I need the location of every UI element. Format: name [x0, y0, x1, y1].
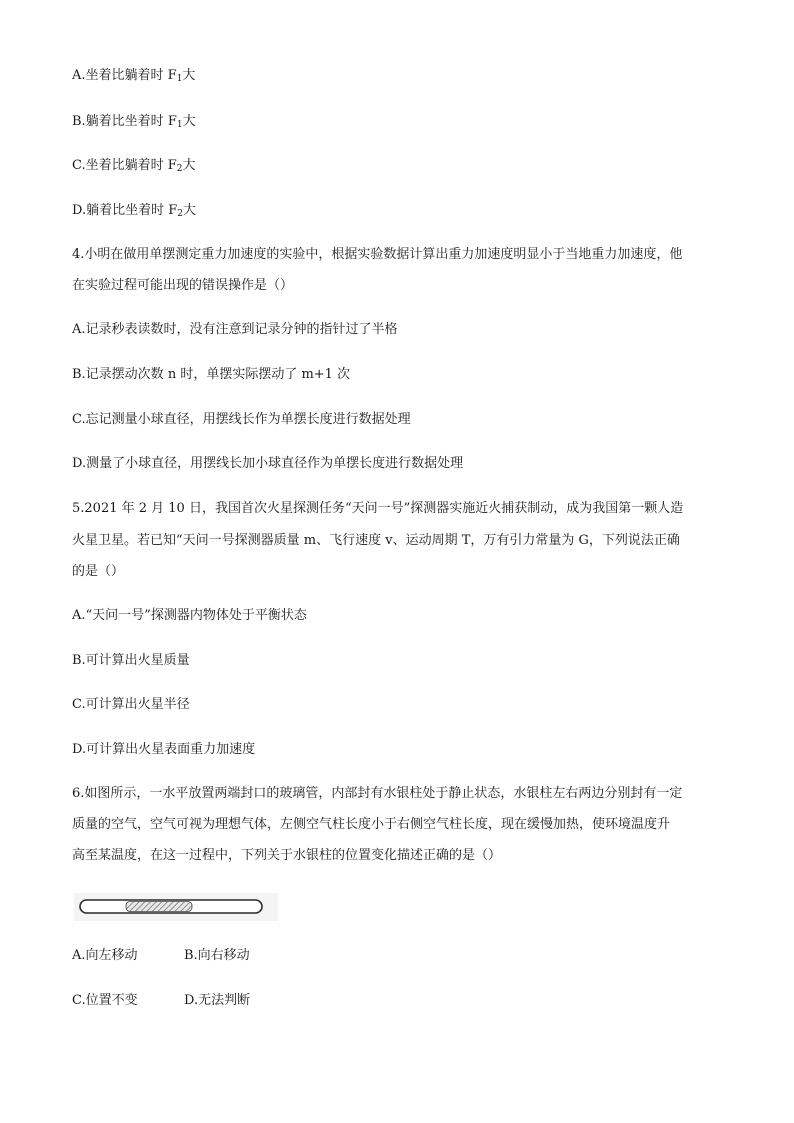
q3-option-a	[72, 67, 195, 88]
q5-option-d: D.可计算出火星表面重力加速度	[72, 742, 256, 757]
q6-option-c: C.位置不变	[72, 993, 138, 1008]
q5-option-c: C.可计算出火星半径	[72, 697, 190, 712]
q3-option-b-tail: 大	[182, 114, 196, 129]
q6-option-b: B.向右移动	[184, 948, 250, 963]
q6-stem-line1: 6.如图所示，一水平放置两端封口的玻璃管，内部封有水银柱处于静止状态，水银柱左右两边分别封有一定	[72, 786, 683, 801]
q3-option-d-subscript: 2	[177, 209, 183, 219]
q4-option-a: A.记录秒表读数时，没有注意到记录分钟的指针过了半格	[72, 322, 398, 337]
q3-option-c	[72, 157, 196, 178]
q5-option-b: B.可计算出火星质量	[72, 653, 190, 668]
q3-option-a-tail: 大	[182, 68, 196, 83]
q3-option-b-text: B.躺着比坐着时 F	[72, 114, 177, 129]
q3-option-d-tail: 大	[182, 203, 196, 218]
q3-option-a-subscript: 1	[176, 74, 183, 84]
q4-option-b: B.记录摆动次数 n 时，单摆实际摆动了 m+1 次	[72, 367, 351, 382]
q4-stem-line2: 在实验过程可能出现的错误操作是（）	[72, 278, 294, 293]
q3-option-c-tail: 大	[182, 158, 196, 173]
q6-option-a: A.向左移动	[72, 948, 138, 963]
q6-stem-line3: 高至某温度，在这一过程中，下列关于水银柱的位置变化描述正确的是（）	[72, 848, 502, 863]
q3-option-a-text: A.坐着比躺着时 F	[72, 68, 177, 83]
q5-option-a: A.“天问一号”探测器内物体处于平衡状态	[72, 608, 307, 623]
q3-option-b	[72, 113, 196, 134]
q4-option-c: C.忘记测量小球直径，用摆线长作为单摆长度进行数据处理	[72, 412, 411, 427]
q4-stem-line1: 4.小明在做用单摆测定重力加速度的实验中，根据实验数据计算出重力加速度明显小于当地重力加速度，他	[72, 247, 683, 262]
q3-option-d	[72, 202, 196, 223]
q5-stem-line3: 的是（）	[72, 564, 125, 579]
q3-option-c-subscript: 2	[176, 164, 183, 174]
q5-stem-line2: 火星卫星。若已知“天问一号探测器质量 m、飞行速度 v、运动周期 T，万有引力常量为 G，下列说法正确	[72, 533, 680, 548]
q5-stem-line1: 5.2021 年 2 月 10 日，我国首次火星探测任务“天问一号”探测器实施近火捕获制动，成为我国第一颗人造	[72, 501, 684, 516]
q4-option-d: D.测量了小球直径，用摆线长加小球直径作为单摆长度进行数据处理	[72, 456, 464, 471]
q6-stem-line2: 质量的空气，空气可视为理想气体，左侧空气柱长度小于右侧空气柱长度，现在缓慢加热，使环境温度升	[72, 817, 671, 832]
mercury-column	[126, 902, 192, 912]
q3-option-b-subscript: 1	[176, 120, 183, 130]
glass-tube-figure	[74, 893, 278, 921]
q3-option-d-text: D.躺着比坐着时 F	[72, 203, 178, 218]
q6-option-d: D.无法判断	[184, 993, 251, 1008]
q3-option-c-text: C.坐着比躺着时 F	[72, 158, 177, 173]
